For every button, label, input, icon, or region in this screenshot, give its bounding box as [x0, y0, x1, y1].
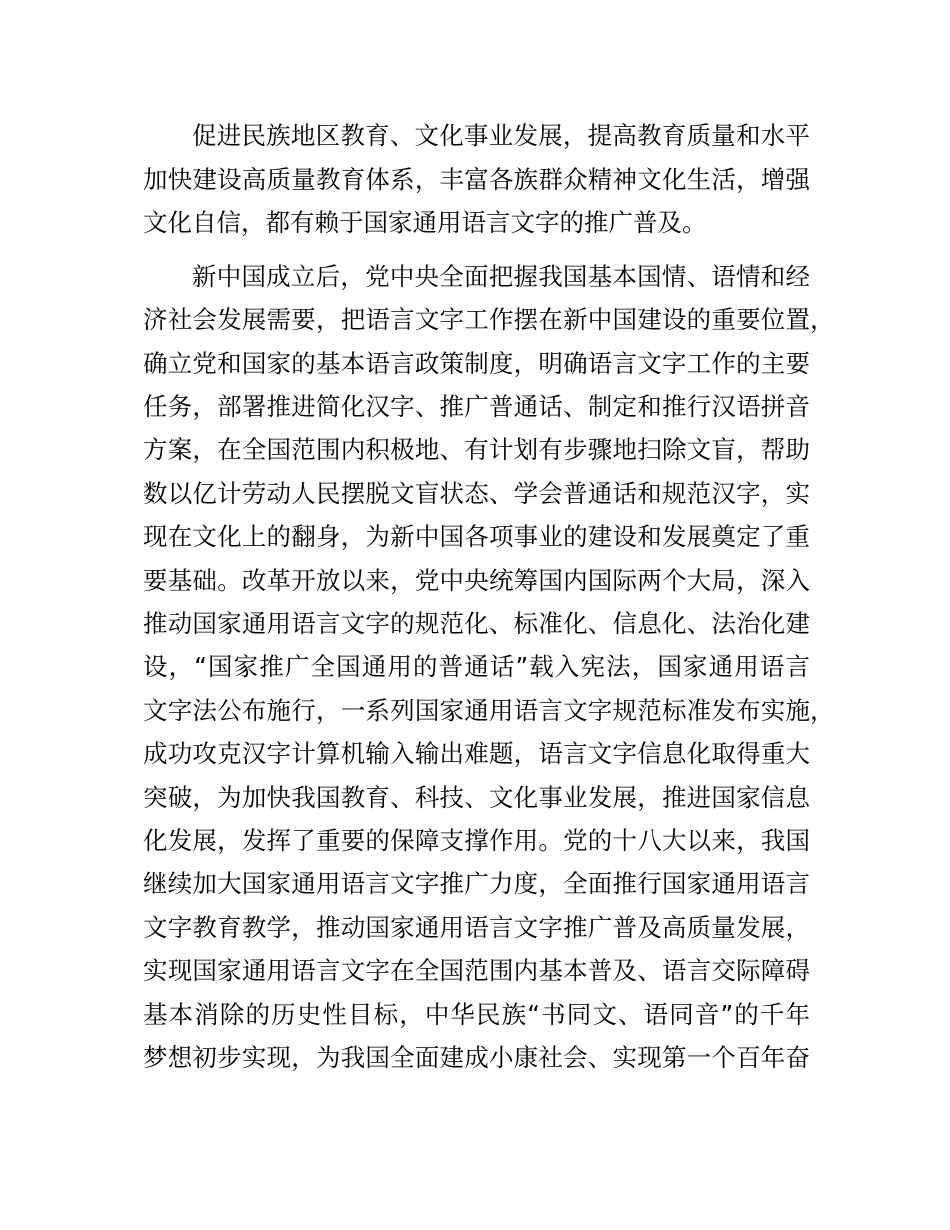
line-text: 新中国成立后，党中央全面把握我国基本国情、语情和经 — [192, 261, 810, 291]
text-line — [192, 255, 810, 298]
text-line — [143, 993, 810, 1036]
line-text: 文字教育教学，推动国家通用语言文字推广普及高质量发展， — [143, 912, 810, 942]
hanging-punctuation: ， — [810, 695, 835, 725]
text-line — [143, 158, 810, 201]
line-text: 方案，在全国范围内积极地、有计划有步骤地扫除文盲，帮助 — [143, 435, 810, 465]
line-text: 梦想初步实现，为我国全面建成小康社会、实现第一个百年奋 — [143, 1043, 810, 1072]
text-line — [143, 559, 810, 602]
text-line — [143, 689, 835, 732]
text-line — [143, 819, 810, 862]
line-text: 基本消除的历史性目标，中华民族“书同文、语同音”的千年 — [143, 999, 810, 1029]
line-text: 济社会发展需要，把语言文字工作摆在新中国建设的重要位置 — [143, 305, 810, 335]
line-text: 设，“国家推广全国通用的普通话”载入宪法，国家通用语言 — [143, 652, 810, 682]
line-text: 促进民族地区教育、文化事业发展，提高教育质量和水平 — [192, 121, 810, 151]
text-line — [143, 428, 810, 471]
line-text: 任务，部署推进简化汉字、推广普通话、制定和推行汉语拼音 — [143, 392, 810, 421]
text-line — [143, 1036, 810, 1079]
text-line — [143, 472, 810, 515]
line-text: 化发展，发挥了重要的保障支撑作用。党的十八大以来，我国 — [143, 826, 810, 855]
text-line — [143, 602, 810, 645]
line-text: 现在文化上的翻身，为新中国各项事业的建设和发展奠定了重 — [143, 522, 810, 552]
text-line — [143, 201, 707, 244]
text-line — [143, 862, 810, 905]
text-line — [143, 298, 835, 341]
line-text: 推动国家通用语言文字的规范化、标准化、信息化、法治化建 — [143, 609, 810, 638]
text-line — [143, 515, 810, 558]
text-line — [143, 342, 810, 385]
text-line — [143, 949, 810, 992]
text-line — [143, 906, 810, 949]
text-line — [143, 385, 810, 428]
hanging-punctuation: ， — [810, 305, 835, 335]
line-text: 成功攻克汉字计算机输入输出难题，语言文字信息化取得重大 — [143, 739, 810, 769]
line-text: 文化自信，都有赖于国家通用语言文字的推广普及。 — [143, 208, 707, 238]
line-text: 确立党和国家的基本语言政策制度，明确语言文字工作的主要 — [143, 348, 810, 378]
line-text: 文字法公布施行，一系列国家通用语言文字规范标准发布实施 — [143, 695, 810, 725]
line-text: 数以亿计劳动人民摆脱文盲状态、学会普通话和规范汉字，实 — [143, 478, 810, 508]
text-line — [143, 776, 810, 819]
text-line — [143, 732, 810, 775]
line-text: 要基础。改革开放以来，党中央统筹国内国际两个大局，深入 — [143, 565, 810, 595]
line-text: 加快建设高质量教育体系，丰富各族群众精神文化生活，增强 — [143, 164, 810, 194]
text-line — [143, 645, 810, 688]
line-text: 突破，为加快我国教育、科技、文化事业发展，推进国家信息 — [143, 782, 810, 812]
text-line — [192, 114, 810, 157]
line-text: 实现国家通用语言文字在全国范围内基本普及、语言交际障碍 — [143, 956, 810, 986]
line-text: 继续加大国家通用语言文字推广力度，全面推行国家通用语言 — [143, 869, 810, 899]
